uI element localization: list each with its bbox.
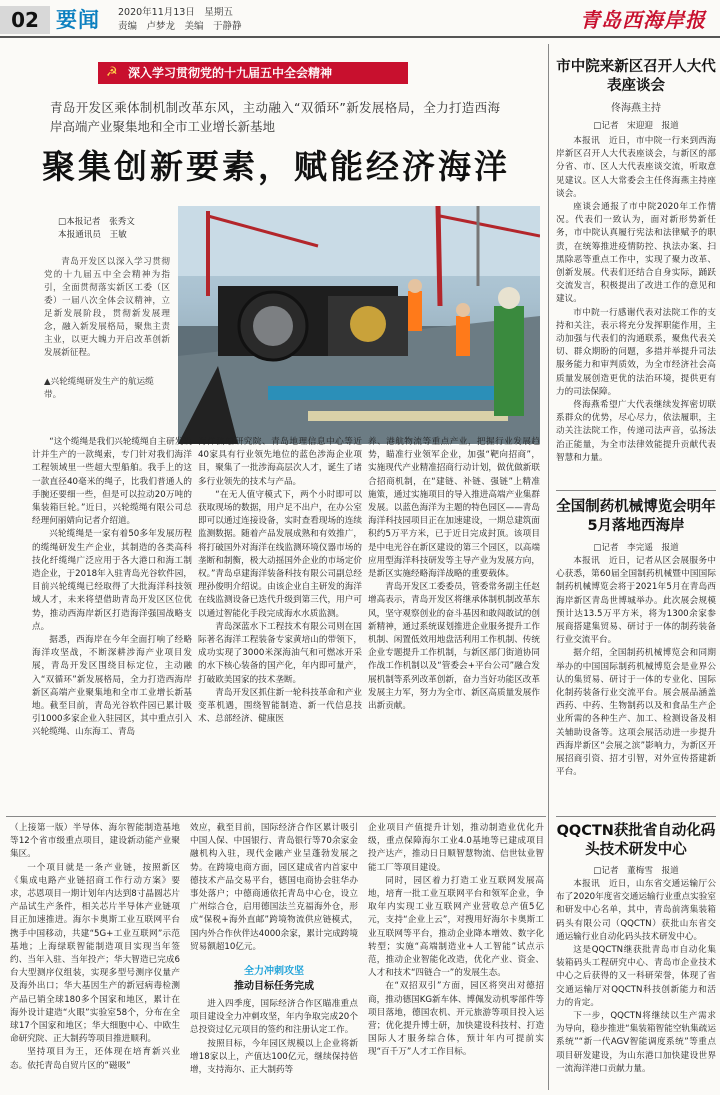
paragraph: 进入四季度，国际经济合作区瞄准重点项目建设全力冲刺攻坚，年内争取完成20个总投资过亿元项目的签约和注册认定工作。: [190, 999, 358, 1036]
paragraph: 兴轮缆绳是一家有着50多年发展历程的缆绳研发生产企业，其制造的各类高科技化纤缆绳广泛应用于各大港口和海工制造企业，于2018年入驻青岛光谷软件园，目前兴轮缆绳已经取得了大批海洋科技领域人才，未来将望借助青岛开发区区位优势，推动西海岸新区打造海洋强国战略支点。: [32, 529, 192, 632]
lead-column-2: [198, 436, 362, 814]
issue-info: [118, 6, 242, 34]
horizontal-divider: [6, 816, 546, 817]
paragraph: “在无人值守模式下，两个小时即可以获取现场的数据，用户足不出户，在办公室即可以通过连接设备，实时查看现场的连续监测数据。随着产品发展成熟和有效推广，将打破国外对海洋在线监测环境仪器市场的垄断和制衡，极大动摇国外企业的市场定价权。”青岛卓建海洋装备科技有限公司副总经理孙俊明介绍说。由该企业自主研发的海洋在线监测设备已迭代升级到第三代，用户可以通过智能化手段完成海水水质监测。: [198, 489, 362, 619]
continued-column-1: [10, 822, 180, 1092]
vertical-divider: [548, 44, 549, 1090]
paragraph: 座谈会通报了市中院2020年工作情况。代表们一致认为，面对新形势新任务，市中院认真履行宪法和法律赋予的职责，在统筹推进疫情防控、执法办案、扫黑除恶等重点工作中，实现了聚力改革、创新发展。代表们还结合自身实际，踊跃交流发言，积极提出了改进工作的意见和建议。: [556, 202, 716, 305]
paragraph: “这个缆绳是我们兴轮缆绳自主研发设计并生产的一款绳索，专门针对我们海洋工程领域里一些超大型船舶。我手上的这一款直径40毫米的绳子，比我们普通人的手腕还要细一些，但是可以拉动20万吨的集装箱巨轮。”近日，兴轮缆绳有限公司总经理何丽婧向记者介绍道。: [32, 437, 192, 527]
subhead-kicker: 全力冲刺攻坚: [244, 966, 304, 978]
lead-article: [6, 44, 546, 814]
paragraph: 据悉，西海岸在今年全面打响了经略海洋攻坚战，不断深耕涉海产业项目发展，青岛开发区围绕目标定位，主动融入“双循环”新发展格局，全力打造西海岸新区高端产业聚集地和全市工业增长新基地。截至目前，青岛光谷软件园已累计吸引1000多家企业入驻园区，其中重点引入兴轮缆绳、山东海工、青岛: [32, 635, 192, 738]
paragraph: 效应，截至目前，国际经济合作区累计吸引中国人保、中国银行、青岛银行等70余家金融机构入驻，现代金融产业呈蓬勃发展之势。在跨境电商方面，园区建成省内首家中德技术产品交易平台，德国电商协会驻华办事处落户；中德商通依托青岛中心仓，设立广州综合仓，启用德国法兰克福海外仓，形成“保税+海外直邮”跨境物流供应链模式，国内外合作伙伴达4000余家，累计完成跨境贸易额超10亿元。: [190, 823, 358, 952]
article-title: 市中院来新区召开人大代表座谈会: [556, 59, 716, 94]
article-abstract: 青岛开发区以深入学习贯彻党的十九届五中全会精神为指引，全面贯彻落实新区工委（区委）一届八次全体会议精神，立足新发展阶段，贯彻新发展理念，融入新发展格局，聚焦主责主业，以更大魄力开启改革创新发展新征程。: [44, 257, 170, 358]
paragraph: 海洋测绘研究院、青岛地理信息中心等近40家具有行业领先地位的蓝色涉海企业项目，聚集了一批涉海高层次人才，诞生了诸多行业领先的技术与产品。: [198, 437, 362, 487]
paragraph: 据介绍，全国制药机械博览会和同期举办的中国国际制药机械博览会是业界公认的集贸易、研讨于一体的专业化、国际化制药装备行业交流平台。展会展品涵盖西药、中药、生物制药以及和食品生产企业所需的各种生产、加工、检测设备及相关辅助设备等。这项会展活动进一步提升西海岸新区“会展之滨”影响力，为新区开展招商引资、招才引智，对外宣传搭建新平台。: [556, 648, 716, 778]
page-number: 02: [0, 6, 50, 34]
right-article-1: [556, 58, 716, 484]
editors-line: 责编 卢梦龙 美编 于静静: [118, 21, 242, 32]
byline: [58, 216, 168, 242]
article-byline: □记者 董梅雪 报道: [593, 866, 679, 876]
paragraph: 青岛开发区抓住新一轮科技革命和产业变革机遇，围绕智能制造、新一代信息技术、总部经济、健康医: [198, 687, 362, 725]
paragraph: 市中院一行感谢代表对法院工作的支持和关注，表示将充分发挥职能作用，主动加强与代表们的沟通联系，聚焦代表关切、群众期盼的问题，多措并举提升司法服务能力和审判质效，为全市经济社会高质量发展创造更优的法治环境，提供更有力的司法保障。: [556, 307, 716, 397]
lead-photo-graphic: [178, 206, 540, 444]
issue-date: 2020年11月13日 星期五: [118, 7, 233, 18]
paragraph: 本报讯 近日，记者从区会展服务中心获悉，第60届全国制药机械暨中国国际制药机械博览会将于2021年5月在青岛西海岸新区青岛世博城举办。此次展会规模预计达13.5万平方米，将为1300余家参展商搭建集贸易、研讨于一体的制药装备行业交流平台。: [556, 556, 716, 646]
article-byline: □记者 宋迎迎 报道: [593, 121, 679, 131]
continued-column-2: [190, 822, 358, 1092]
lead-kicker: 青岛开发区乘体制机制改革东风，主动融入“双循环”新发展格局，全力打造西海岸高端产业聚集地和全市工业增长新基地: [50, 100, 500, 134]
banner-text: 深入学习贯彻党的十九届五中全会精神: [128, 66, 333, 80]
paragraph: 坚持项目为王，还体现在培育新兴业态。依托青岛自贸片区的“磁吸”: [10, 1047, 180, 1071]
lead-column-3: [368, 436, 540, 814]
paragraph: 企业项目产值提升计划，推动制造业优化升级，重点保障海尔工业4.0基地等已建成项目投产达产，推动日日顺智慧物流、信世钛业智能工厂等项目建设。: [368, 823, 544, 873]
article-title: 全国制药机械博览会明年5月落地西海岸: [556, 499, 716, 534]
paragraph: 青岛深蓝水下工程技术有限公司则在国际著名海洋工程装备专家黄培山的带领下，成功实现了3000米深海油气和可燃冰开采的水下核心装备的国产化，年内即可量产，打破欧美国家的技术垄断。: [198, 621, 362, 685]
paragraph: 佟海燕希望广大代表继续发挥密切联系群众的优势，尽心尽力，依法履职，主动关注法院工作，传递司法声音，弘扬法治正能量，为全市法律效能提升贡献代表智慧和力量。: [556, 400, 716, 463]
lead-column-1: [32, 436, 192, 814]
right-article-2: [556, 498, 716, 816]
subhead-title: 推动目标任务完成: [234, 981, 314, 993]
section-title: 要闻: [56, 8, 100, 32]
right-divider-2: [556, 816, 716, 817]
right-divider-1: [556, 490, 716, 491]
paragraph: 一个项目就是一条产业链，按照新区《集成电路产业链招商工作行动方案》要求，芯恩项目一期计划年内达到8寸晶圆芯片产品试生产条件，相关芯片半导体产业链项目正加速推进。海尔卡奥斯工业互联网平台携手中国移动，共建“5G+工业互联网”示范基地；上海绿联智能制造项目实现当年签约、当年入驻、当年投产；华大智造已完成6台大型测序仪组装，实现多型号测序仪量产及海外出口；华大基因生产的新冠病毒检测产品已销全球180多个国家和地区，累计在海外设计建造“火眼”实验室58个，分布在全球17个国家和地区；华大细胞中心、中欧生命研究院、正大制药等项目推进顺利。: [10, 862, 180, 1045]
paragraph: 按照目标，今年园区规模以上企业将新增18家以上，产值达100亿元，继续保持倍增，支持海尔、正大制药等: [190, 1038, 358, 1076]
paragraph: 下一步，QQCTN将继续以生产需求为导向，稳步推进“集装箱智能空轨集疏运系统”“新一代AGV智能调度系统”等重点项目研发建设，为山东港口加快建设世界一流海洋港口贡献力量。: [556, 1011, 716, 1074]
party-emblem-icon: ☭: [106, 65, 118, 80]
page-header: [0, 0, 720, 40]
right-article-3: [556, 822, 716, 1092]
byline-reporter: □本报记者 张秀文: [58, 217, 135, 227]
paragraph: 青岛开发区工委委员，管委常务副主任赵增高表示，青岛开发区将继承体制机制改革东风，坚守观察创业的奋斗基因和敢闯敢试的创新精神，通过系统谋划推进企业服务提升工作机制、闲置低效用地盘活利用工作机制、传统企业专题提升工作机制，与新区部门街道协同作战工作机制以及“管委会+平台公司”融合发展机制等系列改革创新，奋力当好功能区改革发展主力军，努力为全市、新区高质量发展作出新贡献。: [368, 582, 540, 712]
paragraph: （上接第一版）半导体、海尔智能制造基地等12个省市级重点项目，建设新动能产业聚集区。: [10, 823, 180, 860]
header-rule: [0, 36, 720, 38]
theme-banner: [98, 62, 408, 84]
paragraph: 本报讯 近日，市中院一行来到西海岸新区召开人大代表座谈会，与新区的部分省、市、区人大代表座谈交流，听取意见建议。区人大常委会主任佟海燕主持座谈会。: [556, 136, 716, 199]
paragraph: 在“双招双引”方面，园区将突出对德招商，推动德国KG新车体、博佩发动机零部件等项目落地，德国农机、开元旅游等项目投入运营；优化提升博士研，加快建设科技村、打造国际人才服务综合体，预计年内可提前实现“百千万”人才工作目标。: [368, 981, 544, 1058]
lead-photo: [178, 206, 540, 444]
byline-correspondent: 本报通讯员 王敏: [58, 230, 127, 240]
article-title: QQCTN获批省自动化码头技术研发中心: [556, 823, 716, 858]
continued-column-3: [368, 822, 544, 1092]
article-subtitle: 佟海燕主持: [611, 103, 661, 114]
newspaper-logo: 青岛西海岸报: [580, 8, 706, 32]
article-byline: □记者 李完遥 报道: [593, 543, 679, 553]
paragraph: 养、港航物流等重点产业，把握行业发展趋势，瞄准行业领军企业，加强“靶向招商”，实施现代产业精准招商行动计划，做优做新联合招商机制，在“建链、补链、强链”上精准施策，通过实施项目的导入推进高端产业集群发展。以蓝色海洋为主题的特色园区——青岛海洋科技园项目正在加速建设，一期总建筑面积约5万平方米，已于近日完成封顶。该项目是中电光谷在新区建设的第三个园区，以高端应用型海洋科技研发等主导产业为发展方向，是新区实施经略海洋战略的重要载体。: [368, 437, 540, 580]
paragraph: 本报讯 近日，山东省交通运输厅公布了2020年度省交通运输行业重点实验室和研发中心名单，其中，青岛前湾集装箱码头有限公司（QQCTN）获批山东省交通运输行业自动化码头技术研发中心。: [556, 879, 716, 942]
paragraph: 这是QQCTN继获批青岛市自动化集装箱码头工程研究中心、青岛市企业技术中心之后获得的又一科研荣誉，体现了省交通运输厅对QQCTN科技创新能力和活力的肯定。: [556, 945, 716, 1008]
paragraph: 同时，园区着力打造工业互联网发展高地，培育一批工业互联网平台和领军企业，争取年内实现工业互联网产业营收总产值5亿元，支持“企业上云”，对搜用好海尔卡奥斯工业互联网等平台，推动企业降本增效、数字化转型；实施“高端制造业+人工智能”试点示范，推动企业智能化改造，优化产业、资金、人才和技术“四链合一”的发展生态。: [368, 875, 544, 979]
lead-headline: 聚集创新要素，赋能经济海洋: [42, 147, 510, 186]
photo-caption: ▲兴轮缆绳研发生产的航运缆带。: [44, 377, 154, 400]
